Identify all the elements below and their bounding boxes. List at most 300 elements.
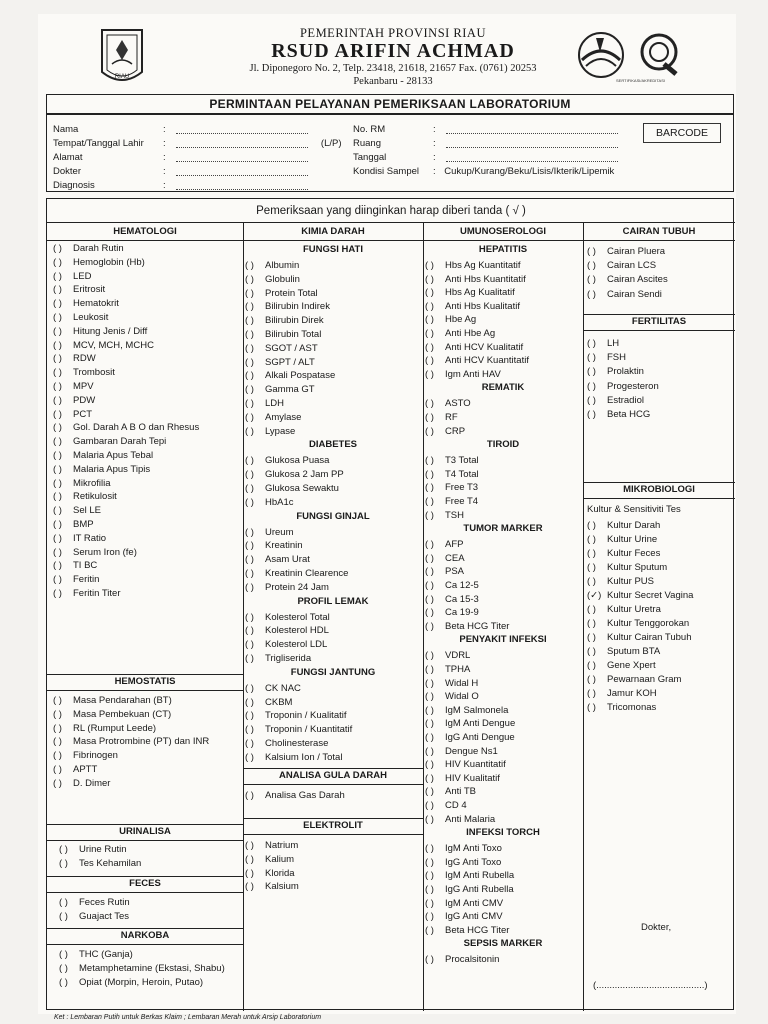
checkbox[interactable]: ( ) (245, 370, 254, 382)
checkbox[interactable]: ( ) (587, 646, 596, 657)
checklist-item[interactable] (245, 287, 318, 300)
checklist-item[interactable] (53, 763, 97, 776)
checkbox[interactable]: ( ) (587, 380, 596, 392)
checklist-item[interactable] (245, 611, 330, 624)
checkbox[interactable]: ( ) (425, 843, 434, 855)
checklist-item[interactable] (245, 369, 335, 382)
checkbox[interactable]: ( ) (53, 353, 62, 365)
checklist-item[interactable] (425, 731, 515, 744)
checkbox[interactable]: ( ) (245, 653, 254, 664)
diagnosis-field[interactable] (176, 180, 308, 190)
checklist-item[interactable] (425, 883, 514, 896)
checklist-item[interactable] (53, 573, 99, 586)
checkbox[interactable]: ( ) (59, 962, 68, 974)
checkbox[interactable]: ( ) (245, 315, 254, 327)
checklist-item[interactable] (425, 813, 495, 826)
checkbox[interactable]: ( ) (425, 552, 434, 564)
checklist-item[interactable] (425, 758, 506, 771)
sample-condition-options[interactable]: Cukup/Kurang/Beku/Lisis/Ikterik/Lipemik (444, 166, 615, 177)
checkbox[interactable]: ( ) (59, 857, 68, 869)
checkbox[interactable]: ( ) (425, 355, 434, 367)
checklist-item[interactable] (425, 368, 501, 381)
checklist-item[interactable] (587, 673, 681, 686)
checklist-item[interactable] (53, 518, 94, 531)
checklist-item[interactable] (425, 538, 463, 551)
checklist-item[interactable] (245, 273, 300, 286)
checkbox[interactable]: ( ) (425, 607, 434, 619)
checklist-item[interactable] (245, 553, 310, 566)
checklist-item[interactable] (425, 509, 464, 522)
checklist-item[interactable] (59, 896, 130, 909)
checklist-item[interactable] (425, 552, 465, 565)
checkbox[interactable]: ( ) (425, 260, 434, 271)
checklist-item[interactable] (425, 924, 509, 937)
checkbox[interactable]: ( ) (245, 356, 254, 368)
checkbox[interactable]: ( ) (59, 976, 68, 988)
checklist-item[interactable] (53, 504, 101, 517)
checkbox[interactable]: (✓) (587, 590, 602, 601)
checkbox[interactable]: ( ) (587, 352, 596, 364)
checkbox[interactable]: ( ) (425, 412, 434, 423)
checkbox[interactable]: ( ) (425, 496, 434, 507)
checkbox[interactable]: ( ) (53, 764, 62, 775)
checkbox[interactable]: ( ) (425, 509, 434, 521)
checklist-item[interactable] (53, 749, 118, 762)
checklist-item[interactable] (245, 482, 339, 495)
checklist-item[interactable] (53, 256, 145, 269)
checkbox[interactable]: ( ) (53, 463, 62, 475)
checkbox[interactable]: ( ) (425, 759, 434, 771)
checkbox[interactable]: ( ) (59, 844, 68, 855)
checkbox[interactable]: ( ) (245, 853, 254, 865)
checklist-item[interactable] (425, 481, 478, 494)
checklist-item[interactable] (245, 300, 330, 313)
checklist-item[interactable] (53, 777, 110, 790)
checkbox[interactable]: ( ) (53, 588, 62, 599)
checkbox[interactable]: ( ) (245, 867, 254, 879)
checkbox[interactable]: ( ) (587, 604, 596, 615)
checklist-item[interactable] (53, 587, 121, 600)
checklist-item[interactable] (53, 708, 171, 721)
checkbox[interactable]: ( ) (425, 593, 434, 605)
checklist-item[interactable] (53, 366, 115, 379)
checklist-item[interactable] (425, 259, 521, 272)
checkbox[interactable]: ( ) (425, 745, 434, 757)
checkbox[interactable]: ( ) (53, 546, 62, 558)
checkbox[interactable]: ( ) (587, 246, 596, 257)
checklist-item[interactable] (53, 270, 91, 283)
checkbox[interactable]: ( ) (425, 425, 434, 437)
checkbox[interactable]: ( ) (425, 718, 434, 730)
checklist-item[interactable] (587, 603, 661, 616)
checklist-item[interactable] (245, 526, 294, 539)
checklist-item[interactable] (587, 547, 660, 560)
checkbox[interactable]: ( ) (425, 856, 434, 868)
checklist-item[interactable] (425, 897, 503, 910)
checkbox[interactable]: ( ) (245, 738, 254, 749)
checklist-item[interactable] (425, 495, 478, 508)
checklist-item[interactable] (587, 380, 659, 393)
checkbox[interactable]: ( ) (425, 580, 434, 591)
checklist-item[interactable] (425, 649, 470, 662)
checklist-item[interactable] (53, 339, 154, 352)
checkbox[interactable]: ( ) (53, 312, 62, 323)
checkbox[interactable]: ( ) (245, 273, 254, 285)
checklist-item[interactable] (425, 397, 471, 410)
checklist-item[interactable] (59, 948, 133, 961)
name-field[interactable] (176, 124, 308, 134)
address-field[interactable] (176, 152, 308, 162)
checklist-item[interactable] (425, 565, 464, 578)
checkbox[interactable]: ( ) (245, 568, 254, 579)
checklist-item[interactable] (245, 581, 329, 594)
checkbox[interactable]: ( ) (53, 394, 62, 406)
checkbox[interactable]: ( ) (53, 695, 62, 706)
checklist-item[interactable] (245, 682, 301, 695)
checklist-item[interactable] (587, 617, 689, 630)
checkbox[interactable]: ( ) (425, 566, 434, 578)
checklist-item[interactable] (425, 842, 502, 855)
checkbox[interactable]: ( ) (245, 526, 254, 538)
checkbox[interactable]: ( ) (53, 777, 62, 789)
checklist-item[interactable] (425, 454, 479, 467)
checkbox[interactable]: ( ) (53, 736, 62, 748)
checklist-item[interactable] (53, 408, 92, 421)
rm-field[interactable] (446, 124, 618, 134)
checklist-item[interactable] (53, 380, 94, 393)
date-field[interactable] (446, 152, 618, 162)
checklist-item[interactable] (425, 468, 479, 481)
checklist-item[interactable] (245, 567, 348, 580)
checklist-item[interactable] (587, 337, 619, 350)
checklist-item[interactable] (425, 327, 495, 340)
checklist-item[interactable] (425, 663, 470, 676)
checkbox[interactable]: ( ) (59, 949, 68, 960)
checkbox[interactable]: ( ) (425, 732, 434, 743)
checkbox[interactable]: ( ) (425, 884, 434, 895)
checkbox[interactable]: ( ) (53, 367, 62, 379)
checkbox[interactable]: ( ) (587, 618, 596, 629)
checklist-item[interactable] (245, 342, 318, 355)
checkbox[interactable]: ( ) (245, 724, 254, 736)
checkbox[interactable]: ( ) (425, 650, 434, 662)
checklist-item[interactable] (425, 341, 523, 354)
checkbox[interactable]: ( ) (245, 425, 254, 437)
checklist-item[interactable] (587, 259, 656, 272)
checkbox[interactable]: ( ) (53, 477, 62, 489)
checklist-item[interactable] (245, 383, 315, 396)
checklist-item[interactable] (245, 867, 295, 880)
checklist-item[interactable] (587, 245, 665, 258)
checklist-item[interactable] (59, 843, 127, 856)
checklist-item[interactable] (245, 454, 329, 467)
checkbox[interactable]: ( ) (53, 519, 62, 530)
checklist-item[interactable] (59, 976, 203, 989)
checkbox[interactable]: ( ) (425, 691, 434, 703)
checklist-item[interactable] (587, 645, 660, 658)
checkbox[interactable]: ( ) (53, 560, 62, 572)
checkbox[interactable]: ( ) (587, 338, 596, 349)
checkbox[interactable]: ( ) (587, 394, 596, 406)
checkbox[interactable]: ( ) (245, 301, 254, 313)
checklist-item[interactable] (425, 411, 458, 424)
checkbox[interactable]: ( ) (245, 496, 254, 508)
checklist-item[interactable] (59, 857, 141, 870)
checkbox[interactable]: ( ) (53, 284, 62, 296)
checklist-item[interactable] (425, 690, 479, 703)
checkbox[interactable]: ( ) (425, 300, 434, 312)
checkbox[interactable]: ( ) (245, 342, 254, 354)
checkbox[interactable]: ( ) (53, 491, 62, 503)
checkbox[interactable]: ( ) (53, 422, 62, 434)
checkbox[interactable]: ( ) (425, 924, 434, 936)
checkbox[interactable]: ( ) (53, 256, 62, 268)
checklist-item[interactable] (245, 737, 328, 750)
checklist-item[interactable] (53, 477, 110, 490)
checkbox[interactable]: ( ) (425, 664, 434, 675)
checkbox[interactable]: ( ) (425, 800, 434, 811)
checklist-item[interactable] (245, 624, 329, 637)
checkbox[interactable]: ( ) (425, 897, 434, 909)
checklist-item[interactable] (587, 701, 656, 714)
checkbox[interactable]: ( ) (53, 532, 62, 544)
checklist-item[interactable] (587, 519, 660, 532)
checkbox[interactable]: ( ) (587, 660, 596, 671)
checklist-item[interactable] (425, 593, 479, 606)
doctor-signature-line[interactable]: (.........................................) (593, 980, 708, 991)
checkbox[interactable]: ( ) (245, 710, 254, 722)
checkbox[interactable]: ( ) (245, 384, 254, 396)
checklist-item[interactable] (587, 273, 668, 286)
checkbox[interactable]: ( ) (245, 639, 254, 651)
checklist-item[interactable] (425, 799, 467, 812)
checklist-item[interactable] (53, 532, 106, 545)
checklist-item[interactable] (245, 328, 321, 341)
checkbox[interactable]: ( ) (425, 273, 434, 285)
checklist-item[interactable] (53, 421, 199, 434)
checkbox[interactable]: ( ) (245, 260, 254, 271)
checkbox[interactable]: ( ) (245, 455, 254, 467)
checklist-item[interactable] (53, 463, 150, 476)
checkbox[interactable]: ( ) (587, 548, 596, 559)
checklist-item[interactable] (587, 394, 644, 407)
checklist-item[interactable] (425, 606, 479, 619)
checklist-item[interactable] (425, 856, 501, 869)
checklist-item[interactable] (53, 352, 96, 365)
checkbox[interactable]: ( ) (53, 325, 62, 337)
checkbox[interactable]: ( ) (425, 539, 434, 551)
checklist-item[interactable] (53, 311, 108, 324)
checkbox[interactable]: ( ) (425, 468, 434, 480)
checkbox[interactable]: ( ) (245, 751, 254, 763)
checklist-item[interactable] (425, 313, 476, 326)
checkbox[interactable]: ( ) (245, 398, 254, 409)
checkbox[interactable]: ( ) (59, 910, 68, 922)
checklist-item[interactable] (425, 579, 479, 592)
checklist-item[interactable] (59, 962, 225, 975)
checkbox[interactable]: ( ) (425, 772, 434, 784)
checkbox[interactable]: ( ) (245, 682, 254, 694)
checklist-item[interactable] (59, 910, 129, 923)
checklist-item[interactable] (245, 468, 344, 481)
checklist-item[interactable] (245, 356, 315, 369)
checkbox[interactable]: ( ) (245, 611, 254, 623)
checklist-item[interactable] (425, 717, 515, 730)
checklist-item[interactable] (587, 659, 656, 672)
checkbox[interactable]: ( ) (245, 540, 254, 552)
checkbox[interactable]: ( ) (425, 482, 434, 494)
checklist-item[interactable] (53, 325, 147, 338)
checkbox[interactable]: ( ) (53, 408, 62, 420)
checklist-item[interactable] (245, 652, 311, 665)
checklist-item[interactable] (587, 561, 667, 574)
checklist-item[interactable] (245, 638, 327, 651)
checklist-item[interactable] (587, 365, 644, 378)
checkbox[interactable]: ( ) (245, 469, 254, 481)
checkbox[interactable]: ( ) (245, 625, 254, 637)
checklist-item[interactable] (245, 723, 352, 736)
checkbox[interactable]: ( ) (53, 574, 62, 586)
doctor-field[interactable] (176, 166, 308, 176)
checklist-item[interactable] (425, 425, 465, 438)
checkbox[interactable]: ( ) (425, 813, 434, 825)
checkbox[interactable]: ( ) (53, 243, 62, 254)
room-field[interactable] (446, 138, 618, 148)
checklist-item[interactable] (245, 411, 301, 424)
checkbox[interactable]: ( ) (587, 632, 596, 643)
checkbox[interactable]: ( ) (587, 562, 596, 573)
checkbox[interactable]: ( ) (425, 341, 434, 353)
checklist-item[interactable] (425, 354, 529, 367)
checkbox[interactable]: ( ) (425, 328, 434, 339)
checkbox[interactable]: ( ) (53, 436, 62, 448)
checkbox[interactable]: ( ) (53, 708, 62, 720)
checklist-item[interactable] (425, 910, 503, 923)
checkbox[interactable]: ( ) (245, 554, 254, 566)
checkbox[interactable]: ( ) (587, 520, 596, 531)
checklist-item[interactable] (53, 694, 172, 707)
checklist-item[interactable] (425, 869, 514, 882)
checkbox[interactable]: ( ) (53, 298, 62, 310)
checkbox[interactable]: ( ) (587, 274, 596, 286)
checklist-item[interactable] (53, 242, 124, 255)
checklist-item[interactable] (425, 953, 499, 966)
checklist-item[interactable] (587, 631, 692, 644)
checklist-item[interactable] (245, 496, 294, 509)
checklist-item[interactable] (587, 351, 626, 364)
checkbox[interactable]: ( ) (53, 339, 62, 351)
checklist-item[interactable] (245, 314, 324, 327)
birth-field[interactable] (176, 138, 308, 148)
checklist-item[interactable] (53, 297, 119, 310)
checkbox[interactable]: ( ) (245, 411, 254, 423)
checkbox[interactable]: ( ) (425, 870, 434, 882)
checkbox[interactable]: ( ) (425, 911, 434, 923)
checkbox[interactable]: ( ) (587, 409, 596, 420)
checkbox[interactable]: ( ) (53, 270, 62, 282)
checkbox[interactable]: ( ) (425, 954, 434, 966)
checkbox[interactable]: ( ) (245, 696, 254, 708)
checklist-item[interactable] (587, 408, 650, 421)
checkbox[interactable]: ( ) (425, 398, 434, 410)
checkbox[interactable]: ( ) (425, 314, 434, 326)
checklist-item[interactable] (245, 539, 303, 552)
checklist-item[interactable] (425, 273, 526, 286)
checkbox[interactable]: ( ) (245, 840, 254, 851)
checklist-item[interactable] (425, 620, 509, 633)
checkbox[interactable]: ( ) (587, 534, 596, 545)
checkbox[interactable]: ( ) (425, 368, 434, 380)
checklist-item[interactable] (53, 283, 105, 296)
checkbox[interactable]: ( ) (245, 881, 254, 893)
checklist-item[interactable] (587, 575, 654, 588)
checklist-item[interactable] (245, 696, 292, 709)
checkbox[interactable]: ( ) (425, 677, 434, 689)
checklist-item[interactable] (53, 394, 95, 407)
checklist-item[interactable] (425, 785, 476, 798)
checklist-item[interactable] (245, 880, 299, 893)
checklist-item[interactable] (245, 839, 298, 852)
checkbox[interactable]: ( ) (245, 287, 254, 299)
checklist-item[interactable] (245, 853, 294, 866)
checkbox[interactable]: ( ) (587, 576, 596, 587)
checklist-item[interactable] (587, 687, 657, 700)
checkbox[interactable]: ( ) (53, 505, 62, 517)
checklist-item[interactable] (245, 397, 284, 410)
checklist-item[interactable] (245, 789, 345, 802)
checkbox[interactable]: ( ) (53, 722, 62, 734)
checkbox[interactable]: ( ) (245, 329, 254, 340)
checkbox[interactable]: ( ) (245, 483, 254, 494)
checkbox[interactable]: ( ) (245, 581, 254, 593)
checkbox[interactable]: ( ) (245, 790, 254, 801)
checkbox[interactable]: ( ) (425, 455, 434, 467)
checklist-item[interactable] (587, 288, 662, 301)
checklist-item[interactable] (587, 533, 657, 546)
checklist-item[interactable] (53, 735, 209, 748)
checkbox[interactable]: ( ) (59, 897, 68, 908)
checkbox[interactable]: ( ) (53, 450, 62, 461)
checklist-item[interactable] (245, 259, 299, 272)
checklist-item[interactable] (587, 589, 693, 602)
checklist-item[interactable] (425, 704, 508, 717)
checklist-item[interactable] (53, 449, 153, 462)
checkbox[interactable]: ( ) (53, 381, 62, 392)
checkbox[interactable]: ( ) (587, 688, 596, 699)
checklist-item[interactable] (425, 300, 520, 313)
checkbox[interactable]: ( ) (425, 620, 434, 632)
checkbox[interactable]: ( ) (587, 366, 596, 378)
checkbox[interactable]: ( ) (425, 786, 434, 798)
checkbox[interactable]: ( ) (425, 704, 434, 716)
checklist-item[interactable] (53, 722, 156, 735)
checkbox[interactable]: ( ) (587, 288, 596, 300)
checklist-item[interactable] (53, 490, 117, 503)
checkbox[interactable]: ( ) (587, 702, 596, 713)
checkbox[interactable]: ( ) (587, 260, 596, 272)
checklist-item[interactable] (425, 286, 515, 299)
checklist-item[interactable] (425, 772, 500, 785)
checklist-item[interactable] (425, 677, 478, 690)
checklist-item[interactable] (245, 709, 347, 722)
checklist-item[interactable] (245, 425, 295, 438)
checkbox[interactable]: ( ) (587, 674, 596, 685)
checklist-item[interactable] (425, 745, 498, 758)
checklist-item[interactable] (53, 546, 137, 559)
checklist-item[interactable] (53, 559, 97, 572)
checkbox[interactable]: ( ) (53, 750, 62, 762)
checkbox[interactable]: ( ) (425, 287, 434, 299)
